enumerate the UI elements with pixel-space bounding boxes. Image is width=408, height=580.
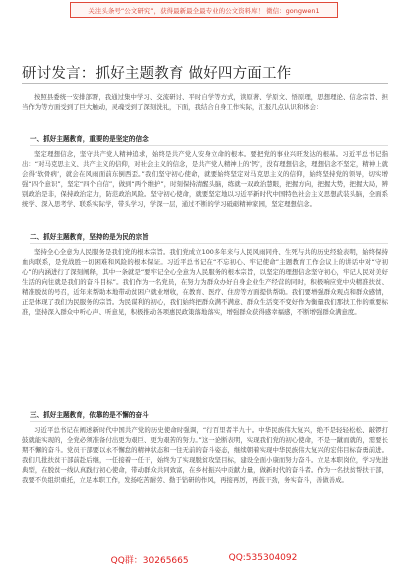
section-3-heading: 三、抓好主题教育，依靠的是不懈的奋斗 — [30, 411, 149, 419]
section-1-body: 坚定理想信念，坚守共产党人精神追求，始终是共产党人安身立命的根本。要把党的事业兴旺发达的根基。习近平总书记指出：“对马克思主义、共产主义的信仰，对社会主义的信念，是共产党人精神上的‘钙’，没有理想信念，理想信念不坚定，精神上就会得‘软骨病’，就会在风雨面前东倒西歪。”我们坚守初心使命，就要始终坚定对马克思主义的信仰，始终坚持党的领导，切实增强“四个意识”，坚定“四个自信”，做到“两个维护”，时刻保持清醒头脑，练就一双政治慧眼，把握方向，把握大势，把握大局，辨别政治是非，保持政治定力，防范政治风险。坚守初心使命，就要坚定地以习近平新时代中国特色社会主义思想武装头脑，全面系统学、深入思考学、联系实际学，带头学习，学深一层，通过不断的学习砥砺精神家园，坚定理想信念。 — [22, 150, 388, 208]
section-3-body: 习近平总书记在阐述新时代中国共产党的历史使命时强调，“行百里者半九十。中华民族伟大复兴，绝不是轻轻松松、敲锣打鼓就能实现的，全党必须准备付出更为艰巨、更为艰苦的努力。”这一论断表明，实现我们党的初心使命，不是一蹴而就的，需要长期不懈的奋斗。党员干部要以永不懈怠的精神状态和一往无前的奋斗姿态，继续朝着实现中华民族伟大复兴的宏伟目标奋勇前进。我们几批扶贫干部前赴后继，一任接着一任干，始终为了实现脱贫攻坚目标，建设全面小康而努力奋斗。立足本职岗位，学习先进典型，在脱贫一线认真践行初心使命，带动群众共同致富，在乡村振兴中贡献力量，做新时代的奋斗者。作为一名扶贫帮扶干部，我要不负组织重托，立足本职工作，发扬吃苦耐劳、勤于钻研的作风，再接再厉，再鼓干劲，务实奋斗，善做善成。 — [22, 426, 388, 484]
intro-paragraph: 按照县委统一安排部署，我通过集中学习、交流研讨、平时自学等方式，读原著、学原文、悟原理，思想理论、信念宗旨、担当作为等方面受到了巨大触动，灵魂受到了深刻洗礼，下面，我结合自身工作实际，汇报几点认识和体会： — [22, 93, 388, 111]
section-1-heading: 一、抓好主题教育，重要的是坚定的信念 — [30, 135, 149, 143]
top-banner: 关注头条号“公文研究”，获得最新最全最专业的公文资料库！ 微信：gongwen1 — [70, 2, 338, 18]
footer-qq-contact: QQ:535304092 — [228, 553, 298, 563]
page-title: 研讨发言：抓好主题教育 做好四方面工作 — [22, 66, 292, 82]
footer — [0, 553, 408, 566]
footer-qq-group: QQ群：30265665 — [110, 556, 189, 566]
section-3-divider — [30, 421, 388, 422]
section-2-body: 坚持全心全意为人民服务是我们党的根本宗旨。我们党成立100多年来与人民风雨同舟、生死与共的历史经验表明，始终保持血肉联系，是党战胜一切困难和风险的根本保证。习近平总书记在“不忘初心、牢记使命”主题教育工作会议上的讲话中对“守初心”的内涵进行了深刻阐释，其中一条就是“要牢记全心全意为人民服务的根本宗旨，以坚定的理想信念坚守初心，牢记人民对美好生活的向往就是我们的奋斗目标”。我们作为一名党员，在努力为群众办好自身企业生产经营的同时，积极响应党中央精准扶贫、精准脱贫的号召，近年来帮助本地带动贫困户就业增收，在教育、医疗、住房等方面提供帮助。我们要增强群众观点和群众感情，正是体现了我们为民服务的宗旨。为民谋利的初心，我们始终把群众满不满意、群众生活变不变好作为衡量我们那扶工作的重要标准，坚持深入群众中听心声、听意见，积极推动各项惠民政策落地落实，增强群众获得感幸福感，不断增强群众满意度。 — [22, 248, 388, 316]
section-2-divider — [30, 243, 388, 244]
section-2-heading: 二、抓好主题教育，坚持的是为民的宗旨 — [30, 233, 149, 241]
title-divider — [22, 83, 388, 84]
section-1-divider — [30, 145, 388, 146]
